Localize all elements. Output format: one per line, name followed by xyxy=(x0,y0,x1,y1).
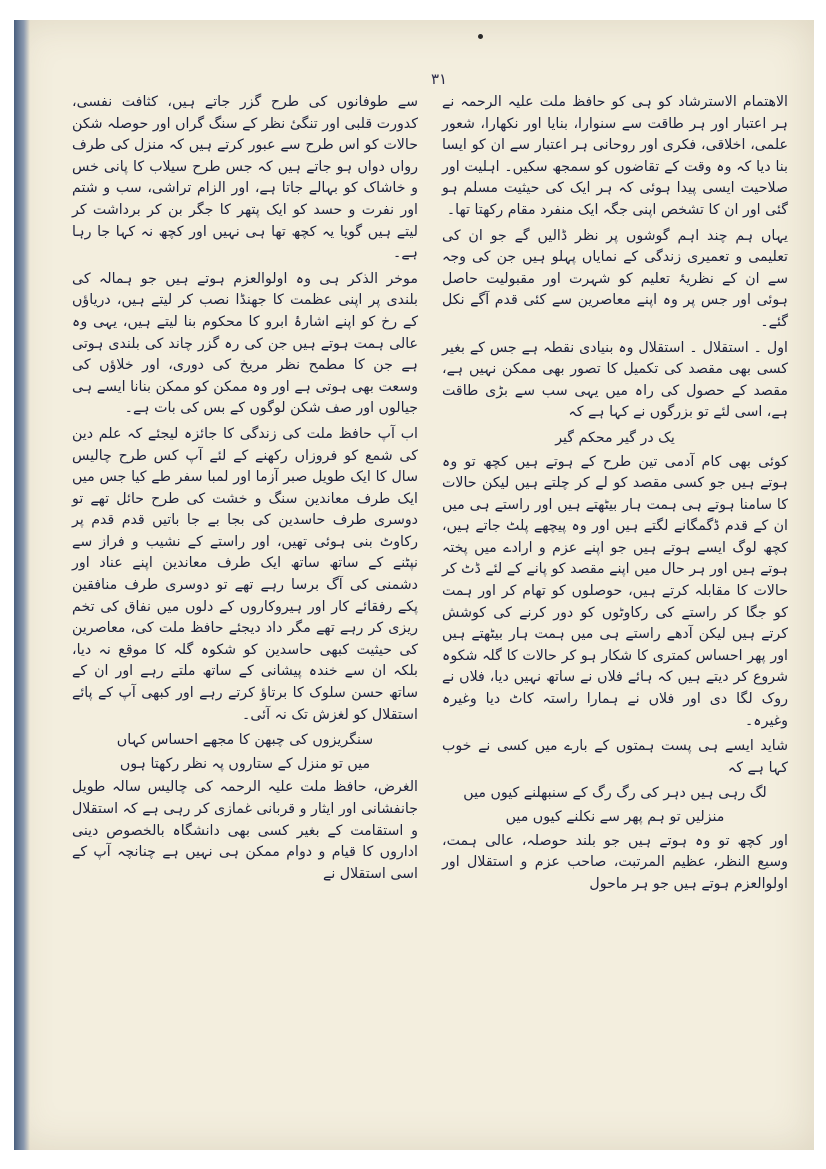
right-text-column xyxy=(442,92,788,899)
page-number: ۳۱ xyxy=(430,70,448,88)
text-paragraph: کوئی بھی کام آدمی تین طرح کے ہوتے ہیں کچھ تو وہ ہوتے ہیں جو کسی مقصد کو لے کر چلتے ہیں لیکن حالات کا سامنا ہوتے ہی ہمت ہار بیٹھتے ہیں اور راستے ہی میں ان کے قدم ڈگمگانے لگتے ہیں اور وہ پیچھے پلٹ جاتے ہیں، کچھ لوگ ایسے ہوتے ہیں جو اپنے عزم و ارادے میں پختہ ہوتے ہیں اور ہر حال میں اپنے مقصد کو پانے کے لئے ڈٹ کر حالات کا مقابلہ کرتے ہیں، حوصلوں کو تھام کر اور ہمت کو جگا کر راستے کی رکاوٹوں کو دور کرنے کی کوشش کرتے ہیں لیکن آدھے راستے ہی میں ہمت ہار بیٹھتے ہیں اور پھر احساس کمتری کا شکار ہو کر حالات کا گلہ شکوہ شروع کر دیتے ہیں کہ ہائے فلاں نے ساتھ نہیں دیا، فلاں نے روک لگا دی اور فلاں نے ہمارا راستہ کاٹ دیا وغیرہ وغیرہ۔ xyxy=(442,453,788,729)
text-paragraph: موخر الذکر ہی وہ اولوالعزم ہوتے ہیں جو ہمالہ کی بلندی پر اپنی عظمت کا جھنڈا نصب کر لیتے ہیں، دریاؤں کے رخ کو اپنے اشارۂ ابرو کا محکوم بنا لیتے ہیں، یہی وہ عالی ہمت ہوتے ہیں جن کی رہ گزر چاند کی بلندی ہوتی ہے جن کا مطمح نظر مریخ کی دوری، اور خلاؤں کی وسعت بھی ہوتی ہے اور وہ ممکن کو ممکن بنانا ایسے ہی جیالوں اور صف شکن لوگوں کے بس کی بات ہے۔ xyxy=(72,270,418,417)
text-paragraph: اور کچھ تو وہ ہوتے ہیں جو بلند حوصلہ، عالی ہمت، وسیع النظر، عظیم المرتبت، صاحب عزم و استقلال اور اولوالعزم ہوتے ہیں جو ہر ماحول xyxy=(442,832,788,892)
verse-line: میں تو منزل کے ستاروں پہ نظر رکھتا ہوں xyxy=(119,755,371,772)
ink-dot-mark xyxy=(478,34,483,39)
verse-line: منزلیں تو ہم پھر سے نکلنے کیوں میں xyxy=(505,809,725,825)
scan-edge-shadow xyxy=(14,20,30,1150)
text-paragraph: سے طوفانوں کی طرح گزر جاتے ہیں، کثافت نفسی، کدورت قلبی اور تنگیٔ نظر کے سنگ گراں اور حوصلہ شکن حالات کو اس طرح سے عبور کرتے ہیں کہ منزل کی طرف رواں دواں ہو جاتے ہیں کہ جس طرح سیلاب کا پانی خس و خاشاک کو بہالے جاتا ہے، اور الزام تراشی، سب و شتم اور نفرت و حسد کو ایک پتھر کا جگر بن کر برداشت کر لیتے ہیں گویا یہ کچھ تھا ہی نہیں اور کچھ نہ کہا جا رہا ہے۔ xyxy=(72,94,418,262)
text-paragraph: اول ۔ استقلال ۔ استقلال وہ بنیادی نقطہ ہے جس کے بغیر کسی بھی مقصد کی تکمیل کا تصور بھی ممکن نہیں ہے، مقصد کے حصول کی راہ میں یہی سب سے بڑی طاقت ہے، اسی لئے تو بزرگوں نے کہا ہے کہ xyxy=(442,339,788,421)
text-paragraph: الغرض، حافظ ملت علیہ الرحمہ کی چالیس سالہ طویل جانفشانی اور ایثار و قربانی غمازی کر رہی ہے کہ استقلال و استقامت کے بغیر کسی بھی دانشگاہ بالخصوص دینی اداروں کا قیام و دوام ممکن ہی نہیں ہے چنانچہ آپ کے اسی استقلال نے xyxy=(72,779,418,882)
text-paragraph: یہاں ہم چند اہم گوشوں پر نظر ڈالیں گے جو ان کی تعلیمی و تعمیری زندگی کے نمایاں پہلو ہیں جن کی وجہ سے ان کے نظریۂ تعلیم کو شہرت اور مقبولیت حاصل ہوئی اور جس پر وہ اپنے معاصرین سے کئی قدم آگے نکل گئے۔ xyxy=(442,227,788,330)
text-paragraph: اب آپ حافظ ملت کی زندگی کا جائزہ لیجئے کہ علم دین کی شمع کو فروزاں رکھنے کے لئے آپ کس طرح چالیس سال کا ایک طویل صبر آزما اور لمبا سفر طے کیا جس میں ایک طرف معاندین سنگ و خشت کی طرح حائل تھے تو دوسری طرف حاسدین کی بجا بے جا باتیں قدم قدم پر رکاوٹ بنی ہوئی تھیں، اور راستے کے نشیب و فراز سے نپٹنے کے ساتھ ساتھ ایک طرف معاندین اپنے عناد اور دشمنی کی آگ برسا رہے تھے تو دوسری طرف منافقین پکے رفقائے کار اور ہیروکاروں کے دلوں میں نفاق کی تخم ریزی کر رہے تھے مگر داد دیجئے حافظ ملت کی، معاصرین کی حیثیت کبھی حاسدین کو شکوہ گلہ کا موقع نہ دیا، بلکہ ان سے خندہ پیشانی کے ساتھ ملتے رہے اور ان کے ساتھ حسن سلوک کا برتاؤ کرتے رہے اور کبھی آپ کے پائے استقلال کو لغزش تک نہ آئی۔ xyxy=(72,425,418,723)
text-paragraph: شاید ایسے ہی پست ہمتوں کے بارے میں کسی نے خوب کہا ہے کہ xyxy=(442,738,788,776)
verse-line: لگ رہی ہیں دہر کی رگ رگ کے سنبھلنے کیوں میں xyxy=(463,785,767,802)
verse-line: یک در گیر محکم گیر xyxy=(555,429,675,446)
text-paragraph: الاهتمام الاسترشاد کو ہی کو حافظ ملت علیہ الرحمہ نے ہر اعتبار اور ہر طاقت سے سنوارا، بنایا اور نکھارا، شعور علمی، اخلاقی، فکری اور روحانی ہر اعتبار سے ان کو ایسا بنا دیا کہ وہ وقت کے تقاضوں کو سمجھ سکیں۔ اہلیت اور صلاحیت ایسی پیدا ہوئی کہ ہر ایک کی حیثیت مسلم ہو گئی اور ان کا تشخص اپنی جگہ ایک منفرد مقام رکھتا تھا۔ xyxy=(442,94,788,218)
document-page xyxy=(14,20,814,1150)
left-text-column xyxy=(72,92,418,889)
verse-line: سنگریزوں کی چبھن کا مجھے احساس کہاں xyxy=(116,732,374,749)
